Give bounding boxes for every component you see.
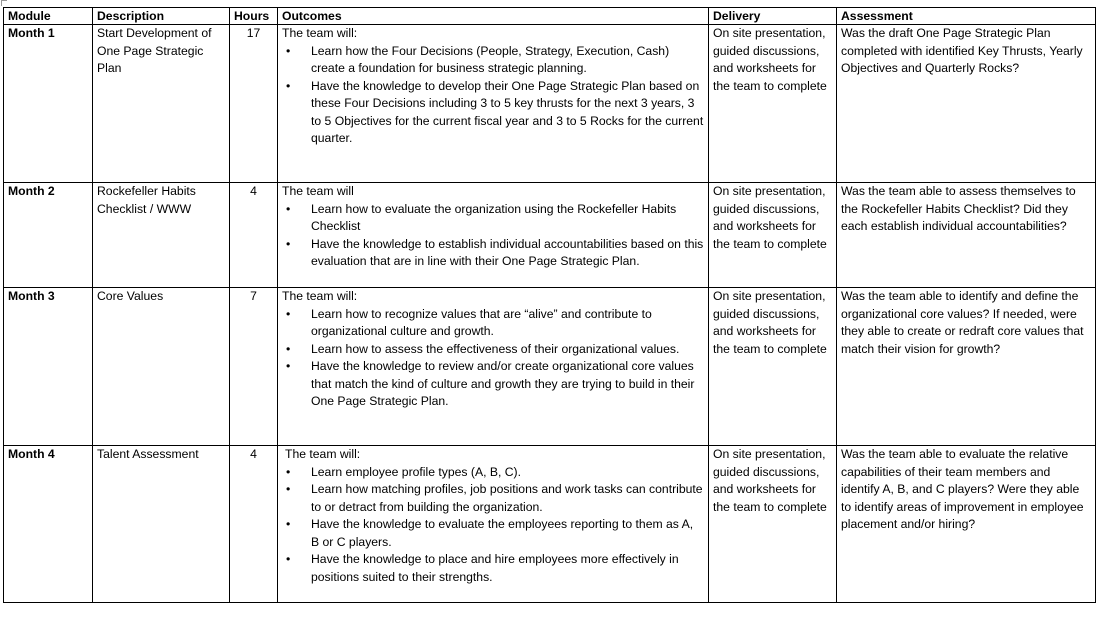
curriculum-table [3, 7, 1096, 603]
corner-mark [1, 0, 7, 6]
outcome-bullet: • Have the knowledge to establish individual accountabilities based on this evaluation that are in line with their One Page Strategic Plan. [282, 236, 704, 271]
header-description: Description [93, 8, 230, 25]
outcome-bullet: • Learn employee profile types (A, B, C). [282, 464, 704, 482]
header-row [4, 8, 1096, 25]
module-cell: Month 3 [4, 288, 93, 446]
outcome-bullet: • Learn how to recognize values that are “alive” and contribute to organizational culture and growth. [282, 306, 704, 341]
header-assessment: Assessment [837, 8, 1096, 25]
delivery-cell: On site presentation, guided discussions, and worksheets for the team to complete [709, 446, 837, 603]
table-row [4, 25, 1096, 183]
outcome-bullet: • Learn how matching profiles, job positions and work tasks can contribute to or detract from building the organization. [282, 481, 704, 516]
assessment-cell: Was the team able to evaluate the relative capabilities of their team members and identify A, B, and C players? Were they able to identify areas of improvement in employee placement and/or hiring? [837, 446, 1096, 603]
outcome-bullet: • Learn how to evaluate the organization using the Rockefeller Habits Checklist [282, 201, 704, 236]
module-cell: Month 2 [4, 183, 93, 288]
outcomes-list [282, 306, 704, 411]
header-hours: Hours [230, 8, 278, 25]
outcomes-intro: The team will: [282, 26, 358, 40]
module-cell: Month 1 [4, 25, 93, 183]
table-row [4, 288, 1096, 446]
delivery-cell: On site presentation, guided discussions, and worksheets for the team to complete [709, 288, 837, 446]
description-cell: Rockefeller Habits Checklist / WWW [93, 183, 230, 288]
outcomes-list [282, 201, 704, 271]
hours-cell: 4 [230, 446, 278, 603]
outcomes-intro: The team will [282, 184, 354, 198]
hours-cell: 17 [230, 25, 278, 183]
header-outcomes: Outcomes [278, 8, 709, 25]
outcomes-cell [278, 288, 709, 446]
table-row [4, 446, 1096, 603]
outcomes-intro: The team will: [285, 447, 361, 461]
description-cell: Start Development of One Page Strategic Plan [93, 25, 230, 183]
outcomes-list [282, 43, 704, 148]
outcome-bullet: • Have the knowledge to place and hire employees more effectively in positions suited to their strengths. [282, 551, 704, 586]
outcome-bullet: • Have the knowledge to review and/or create organizational core values that match the kind of culture and growth they are trying to build in their One Page Strategic Plan. [282, 358, 704, 411]
outcome-bullet: • Learn how to assess the effectiveness of their organizational values. [282, 341, 704, 359]
assessment-cell: Was the team able to assess themselves to the Rockefeller Habits Checklist? Did they each establish individual accountabilities? [837, 183, 1096, 288]
hours-cell: 4 [230, 183, 278, 288]
outcome-bullet: • Have the knowledge to evaluate the employees reporting to them as A, B or C players. [282, 516, 704, 551]
outcomes-cell [278, 25, 709, 183]
delivery-cell: On site presentation, guided discussions, and worksheets for the team to complete [709, 25, 837, 183]
description-cell: Talent Assessment [93, 446, 230, 603]
outcome-bullet: • Learn how the Four Decisions (People, Strategy, Execution, Cash) create a foundation for business strategic planning. [282, 43, 704, 78]
outcomes-intro: The team will: [282, 289, 358, 303]
module-cell: Month 4 [4, 446, 93, 603]
hours-cell: 7 [230, 288, 278, 446]
delivery-cell: On site presentation, guided discussions, and worksheets for the team to complete [709, 183, 837, 288]
outcomes-list [282, 464, 704, 587]
header-delivery: Delivery [709, 8, 837, 25]
assessment-cell: Was the draft One Page Strategic Plan completed with identified Key Thrusts, Yearly Objectives and Quarterly Rocks? [837, 25, 1096, 183]
outcomes-cell [278, 183, 709, 288]
outcomes-cell [278, 446, 709, 603]
header-module: Module [4, 8, 93, 25]
table-row [4, 183, 1096, 288]
description-cell: Core Values [93, 288, 230, 446]
assessment-cell: Was the team able to identify and define the organizational core values? If needed, were they able to create or redraft core values that match their vision for growth? [837, 288, 1096, 446]
outcome-bullet: • Have the knowledge to develop their One Page Strategic Plan based on these Four Decisions including 3 to 5 key thrusts for the next 3 years, 3 to 5 Objectives for the current fiscal year and 3 to 5 Rocks for the current quarter. [282, 78, 704, 148]
